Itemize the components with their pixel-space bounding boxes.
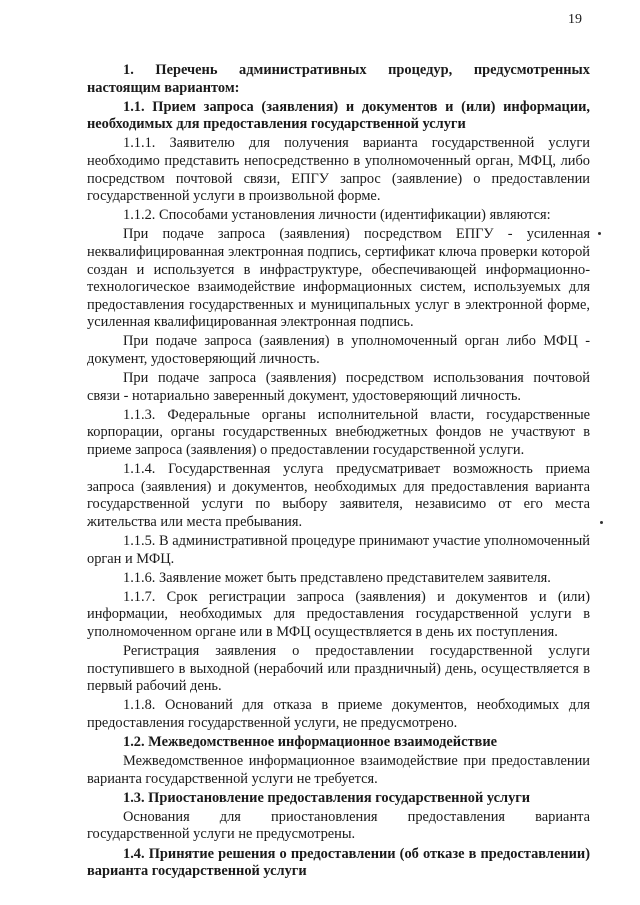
section-heading: 1.1. Прием запроса (заявления) и документов и (или) информации, необходимых для предоставления государственной услуги (87, 98, 590, 133)
body-paragraph: Межведомственное информационное взаимодействие при предоставлении варианта государственной услуги не требуется. (87, 753, 590, 787)
body-paragraph: Регистрация заявления о предоставлении государственной услуги поступившего в выходной (нерабочий или праздничный) день, осуществляется в первый рабочий день. (87, 643, 590, 695)
body-paragraph: 1.1.3. Федеральные органы исполнительной власти, государственные корпорации, органы государственных внебюджетных фондов не участвуют в приеме запроса (заявления) о предоставлении государственной услуги. (87, 406, 590, 458)
section-heading: 1.3. Приостановление предоставления государственной услуги (123, 789, 531, 806)
body-paragraph: При подаче запроса (заявления) посредством ЕПГУ - усиленная неквалифицированная электронная подпись, сертификат ключа проверки которой создан и используется в инфраструктуре, обеспечивающей информационно-технологическое взаимодействие информационных систем, используемых для предоставления государственных и муниципальных услуг в электронной форме, усиленная квалифицированная электронная подпись. (87, 226, 590, 331)
section-heading: 1.2. Межведомственное информационное взаимодействие (123, 733, 498, 750)
body-paragraph: При подаче запроса (заявления) посредством использования почтовой связи - нотариально заверенный документ, удостоверяющий личность. (87, 370, 590, 404)
body-paragraph: Основания для приостановления предоставления варианта государственной услуги не предусмотрены. (87, 808, 590, 843)
section-heading: 1. Перечень административных процедур, предусмотренных настоящим вариантом: (87, 62, 590, 96)
body-paragraph: 1.1.6. Заявление может быть представлено представителем заявителя. (123, 569, 551, 586)
body-paragraph: 1.1.2. Способами установления личности (идентификации) являются: (123, 207, 551, 224)
page-number: 19 (568, 12, 582, 27)
scan-speck (600, 521, 603, 524)
document-body (87, 62, 590, 882)
body-paragraph: 1.1.4. Государственная услуга предусматривает возможность приема запроса (заявления) и документов, необходимых для предоставления варианта государственной услуги по выбору заявителя, независимо от его места жительства или места пребывания. (87, 461, 590, 530)
body-paragraph: 1.1.5. В административной процедуре принимают участие уполномоченный орган и МФЦ. (87, 532, 590, 567)
body-paragraph: При подаче запроса (заявления) в уполномоченный орган либо МФЦ - документ, удостоверяющий личность. (87, 333, 590, 367)
body-paragraph: 1.1.1. Заявителю для получения варианта государственной услуги необходимо представить непосредственно в уполномоченный орган, МФЦ, либо посредством почтовой связи, ЕПГУ запрос (заявление) о предоставлении государственной услуги в произвольной форме. (87, 135, 590, 205)
section-heading: 1.4. Принятие решения о предоставлении (об отказе в предоставлении) варианта государственной услуги (87, 845, 590, 880)
scan-speck (598, 232, 601, 235)
body-paragraph: 1.1.7. Срок регистрации запроса (заявления) и документов и (или) информации, необходимых для предоставления государственной услуги в уполномоченном органе или в МФЦ осуществляется в день их поступления. (87, 588, 590, 640)
body-paragraph: 1.1.8. Оснований для отказа в приеме документов, необходимых для предоставления государственной услуги, не предусмотрено. (87, 697, 590, 731)
